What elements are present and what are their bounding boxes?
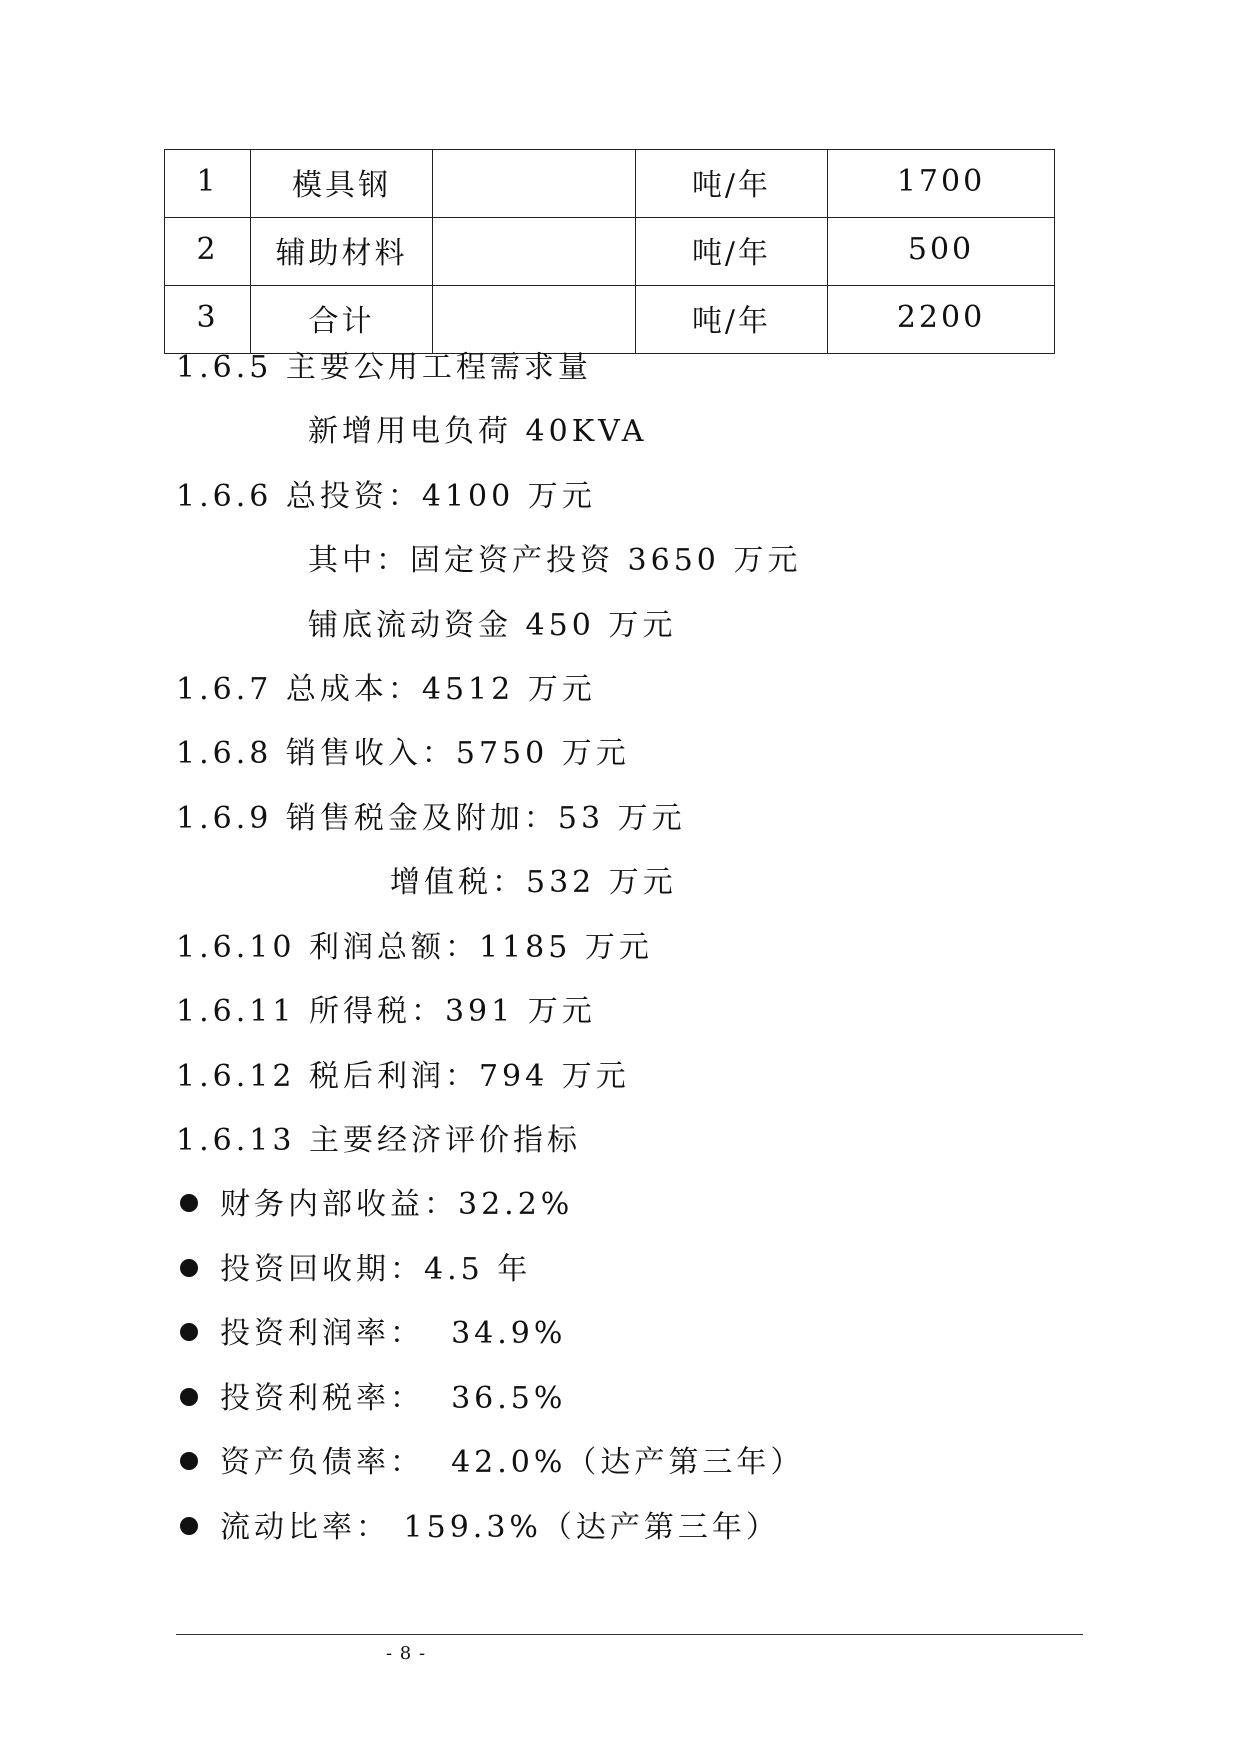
indicator-irr: 财务内部收益：32.2%: [220, 1187, 574, 1222]
material-quantity: 1700: [828, 150, 1055, 218]
bullet-icon: [180, 1259, 198, 1277]
indicator-debt-ratio: 资产负债率： 42.0%（达产第三年）: [220, 1445, 805, 1480]
indicator-payback-period: 投资回收期：4.5 年: [220, 1252, 532, 1287]
material-spec: [433, 150, 636, 218]
footer-divider: [176, 1634, 1083, 1635]
material-quantity: 500: [828, 218, 1055, 286]
bullet-icon: [180, 1452, 198, 1470]
bullet-icon: [180, 1323, 198, 1341]
section-heading-1-6-10: 1.6.10 利润总额：1185 万元: [176, 930, 653, 965]
section-heading-1-6-8: 1.6.8 销售收入：5750 万元: [176, 736, 630, 771]
row-number: 3: [165, 286, 251, 354]
material-unit: 吨/年: [636, 218, 828, 286]
section-heading-1-6-9: 1.6.9 销售税金及附加：53 万元: [176, 801, 686, 836]
material-name: 模具钢: [251, 150, 433, 218]
section-heading-1-6-5: 1.6.5 主要公用工程需求量: [176, 350, 592, 385]
fixed-asset-investment-line: 其中：固定资产投资 3650 万元: [308, 543, 802, 578]
row-number: 1: [165, 150, 251, 218]
bullet-icon: [180, 1194, 198, 1212]
section-heading-1-6-6: 1.6.6 总投资：4100 万元: [176, 479, 596, 514]
material-spec: [433, 218, 636, 286]
indicator-profit-tax-rate: 投资利税率： 36.5%: [220, 1381, 567, 1416]
materials-table: [164, 149, 1055, 354]
page-number: - 8 -: [385, 1643, 427, 1664]
table-row: [165, 286, 1055, 354]
material-quantity: 2200: [828, 286, 1055, 354]
table-row: [165, 150, 1055, 218]
power-load-line: 新增用电负荷 40KVA: [308, 414, 648, 449]
section-heading-1-6-7: 1.6.7 总成本：4512 万元: [176, 672, 596, 707]
section-heading-1-6-12: 1.6.12 税后利润：794 万元: [176, 1059, 630, 1094]
bullet-icon: [180, 1388, 198, 1406]
material-unit: 吨/年: [636, 286, 828, 354]
row-number: 2: [165, 218, 251, 286]
vat-line: 增值税：532 万元: [390, 865, 677, 900]
material-spec: [433, 286, 636, 354]
material-name: 合计: [251, 286, 433, 354]
material-name: 辅助材料: [251, 218, 433, 286]
bullet-icon: [180, 1517, 198, 1535]
table-row: [165, 218, 1055, 286]
section-heading-1-6-13: 1.6.13 主要经济评价指标: [176, 1123, 581, 1158]
working-capital-line: 铺底流动资金 450 万元: [308, 608, 677, 643]
indicator-return-on-investment: 投资利润率： 34.9%: [220, 1316, 567, 1351]
material-unit: 吨/年: [636, 150, 828, 218]
indicator-current-ratio: 流动比率： 159.3%（达产第三年）: [220, 1510, 780, 1545]
section-heading-1-6-11: 1.6.11 所得税：391 万元: [176, 994, 596, 1029]
